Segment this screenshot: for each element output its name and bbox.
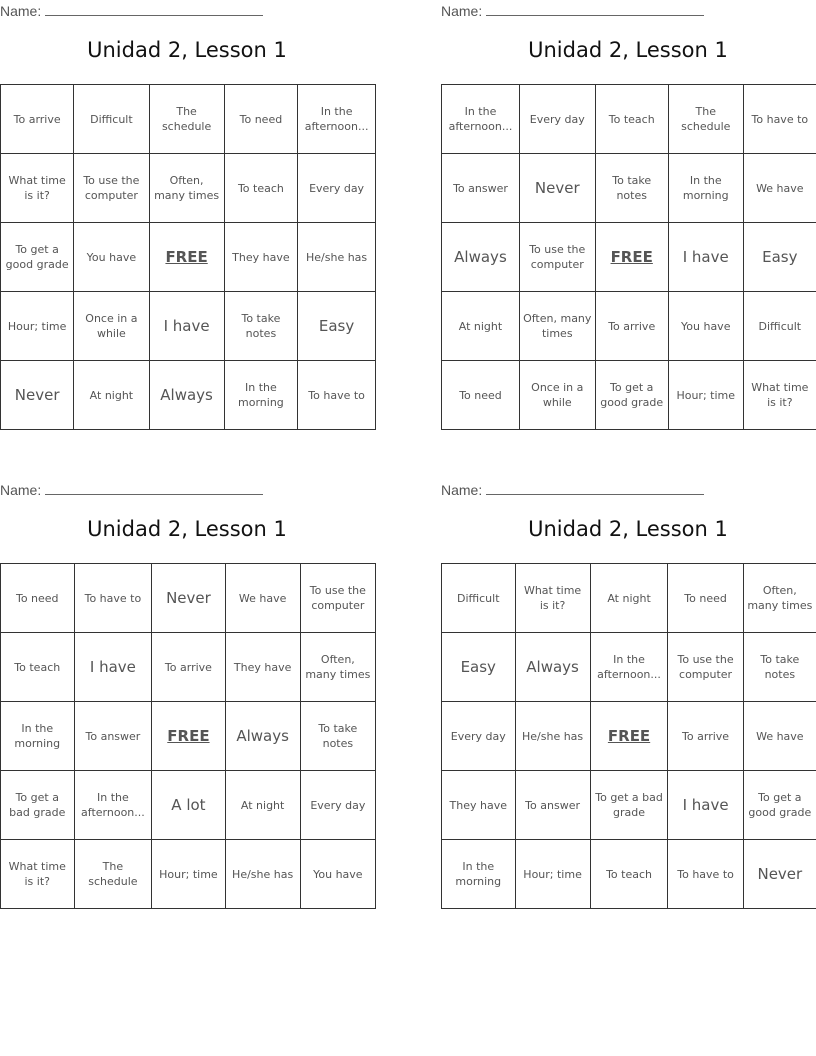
bingo-cell[interactable]: Hour; time [668,361,743,430]
bingo-cell[interactable]: To get a good grade [1,223,74,292]
bingo-grid [0,84,376,430]
bingo-cell[interactable]: You have [300,840,375,909]
bingo-cell[interactable]: A lot [152,771,225,840]
bingo-cell[interactable]: Always [149,361,224,430]
bingo-cell[interactable]: You have [74,223,149,292]
bingo-cell[interactable]: To have to [298,361,376,430]
bingo-cell[interactable]: To use the computer [74,154,149,223]
card-title: Unidad 2, Lesson 1 [87,38,287,62]
name-label: Name: [441,3,483,19]
bingo-cell[interactable]: To get a good grade [743,771,816,840]
bingo-cell[interactable]: Always [225,702,300,771]
bingo-cell[interactable]: To answer [515,771,590,840]
name-blank[interactable] [45,482,263,495]
bingo-cell[interactable]: What time is it? [1,840,75,909]
bingo-cell[interactable]: Once in a while [519,361,595,430]
name-line [441,1,816,21]
bingo-cell[interactable]: In the afternoon... [442,85,520,154]
bingo-cell[interactable]: To use the computer [300,564,375,633]
bingo-cell[interactable]: Easy [298,292,376,361]
bingo-row [442,85,816,154]
bingo-row [1,771,376,840]
bingo-row [1,840,376,909]
bingo-cell[interactable]: To use the computer [668,633,743,702]
bingo-cell[interactable]: In the morning [1,702,75,771]
free-space[interactable]: FREE [595,223,668,292]
bingo-cell[interactable]: Never [743,840,816,909]
bingo-cell[interactable]: He/she has [298,223,376,292]
bingo-cell[interactable]: We have [225,564,300,633]
bingo-cell[interactable]: Every day [519,85,595,154]
bingo-cell[interactable]: I have [668,771,743,840]
bingo-cell[interactable]: They have [225,633,300,702]
bingo-cell[interactable]: Difficult [743,292,816,361]
bingo-cell[interactable]: I have [668,223,743,292]
bingo-cell[interactable]: They have [224,223,298,292]
name-label: Name: [0,482,42,498]
bingo-cell[interactable]: To take notes [224,292,298,361]
bingo-row [1,85,376,154]
bingo-cell[interactable]: In the afternoon... [298,85,376,154]
bingo-cell[interactable]: Easy [442,633,516,702]
bingo-cell[interactable]: In the afternoon... [590,633,668,702]
bingo-cell[interactable]: What time is it? [1,154,74,223]
bingo-cell[interactable]: To need [668,564,743,633]
bingo-cell[interactable]: Once in a while [74,292,149,361]
bingo-cell[interactable]: The schedule [668,85,743,154]
bingo-cell[interactable]: Never [152,564,225,633]
bingo-cell[interactable]: To use the computer [519,223,595,292]
bingo-row [1,154,376,223]
bingo-cell[interactable]: Difficult [74,85,149,154]
bingo-cell[interactable]: Hour; time [515,840,590,909]
card-title: Unidad 2, Lesson 1 [528,517,728,541]
bingo-cell[interactable]: To arrive [152,633,225,702]
bingo-cell[interactable]: Hour; time [152,840,225,909]
bingo-cell[interactable]: I have [149,292,224,361]
card-title: Unidad 2, Lesson 1 [87,517,287,541]
bingo-cell[interactable]: In the morning [442,840,516,909]
bingo-cell[interactable]: The schedule [74,840,152,909]
bingo-cell[interactable]: To get a good grade [595,361,668,430]
bingo-cell[interactable]: Often, many times [149,154,224,223]
bingo-cell[interactable]: To need [224,85,298,154]
free-space[interactable]: FREE [149,223,224,292]
bingo-cell[interactable]: Every day [298,154,376,223]
bingo-cell[interactable]: To answer [74,702,152,771]
name-blank[interactable] [45,3,263,16]
bingo-card-3 [0,480,376,888]
bingo-row [442,564,816,633]
bingo-cell[interactable]: To answer [442,154,520,223]
bingo-cell[interactable]: Never [519,154,595,223]
bingo-cell[interactable]: We have [743,154,816,223]
bingo-row [442,223,816,292]
bingo-cell[interactable]: Difficult [442,564,516,633]
name-label: Name: [441,482,483,498]
bingo-cell[interactable]: To teach [224,154,298,223]
bingo-card-2 [441,1,816,409]
bingo-row [442,771,816,840]
bingo-cell[interactable]: He/she has [225,840,300,909]
card-title: Unidad 2, Lesson 1 [528,38,728,62]
bingo-cell[interactable]: Hour; time [1,292,74,361]
bingo-cell[interactable]: At night [442,292,520,361]
bingo-cell[interactable]: To have to [668,840,743,909]
bingo-cell[interactable]: Often, many times [743,564,816,633]
bingo-row [1,361,376,430]
name-line [0,480,376,500]
name-blank[interactable] [486,482,704,495]
bingo-cell[interactable]: Always [442,223,520,292]
free-space[interactable]: FREE [152,702,225,771]
bingo-row [1,564,376,633]
name-line [0,1,376,21]
bingo-cell[interactable]: To get a bad grade [1,771,75,840]
bingo-row [442,361,816,430]
bingo-card-4 [441,480,816,888]
bingo-row [442,292,816,361]
bingo-card-1 [0,1,376,409]
bingo-cell[interactable]: To arrive [668,702,743,771]
bingo-row [442,702,816,771]
bingo-cell[interactable]: To have to [74,564,152,633]
bingo-cell[interactable]: Often, many times [300,633,375,702]
bingo-cell[interactable]: To teach [595,85,668,154]
name-blank[interactable] [486,3,704,16]
bingo-cell[interactable]: Never [1,361,74,430]
bingo-cell[interactable]: To arrive [1,85,74,154]
bingo-cell[interactable]: Often, many times [519,292,595,361]
bingo-cell[interactable]: To arrive [595,292,668,361]
bingo-cell[interactable]: What time is it? [515,564,590,633]
bingo-grid [441,84,816,430]
bingo-cell[interactable]: In the morning [668,154,743,223]
bingo-cell[interactable]: He/she has [515,702,590,771]
bingo-cell[interactable]: To teach [1,633,75,702]
bingo-cell[interactable]: To get a bad grade [590,771,668,840]
bingo-row [1,292,376,361]
name-label: Name: [0,3,42,19]
bingo-row [1,223,376,292]
bingo-cell[interactable]: In the morning [224,361,298,430]
bingo-grid [0,563,376,909]
bingo-cell[interactable]: Every day [300,771,375,840]
bingo-cell[interactable]: Every day [442,702,516,771]
bingo-cell[interactable]: To need [442,361,520,430]
bingo-cell[interactable]: Easy [743,223,816,292]
bingo-row [442,154,816,223]
name-line [441,480,816,500]
bingo-cell[interactable]: To take notes [743,633,816,702]
bingo-cell[interactable]: At night [74,361,149,430]
bingo-cell[interactable]: What time is it? [743,361,816,430]
bingo-cell[interactable]: The schedule [149,85,224,154]
bingo-cell[interactable]: In the afternoon... [74,771,152,840]
bingo-cell[interactable]: To need [1,564,75,633]
free-space[interactable]: FREE [590,702,668,771]
bingo-row [1,633,376,702]
bingo-cell[interactable]: To have to [743,85,816,154]
bingo-cell[interactable]: We have [743,702,816,771]
bingo-cell[interactable]: They have [442,771,516,840]
bingo-cell[interactable]: Always [515,633,590,702]
bingo-row [442,840,816,909]
bingo-cell[interactable]: To teach [590,840,668,909]
bingo-cell[interactable]: I have [74,633,152,702]
bingo-row [1,702,376,771]
bingo-cell[interactable]: At night [225,771,300,840]
bingo-cell[interactable]: You have [668,292,743,361]
bingo-cell[interactable]: At night [590,564,668,633]
bingo-row [442,633,816,702]
bingo-cell[interactable]: To take notes [595,154,668,223]
bingo-cell[interactable]: To take notes [300,702,375,771]
bingo-grid [441,563,816,909]
